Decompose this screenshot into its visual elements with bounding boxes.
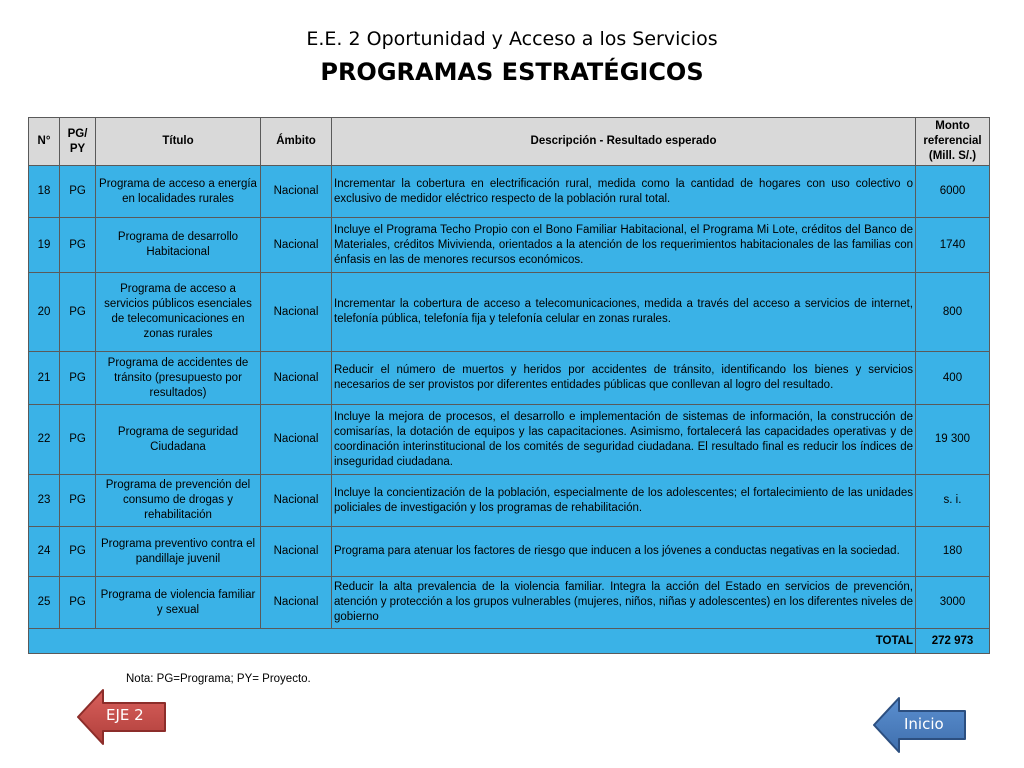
row-type: PG <box>60 527 96 577</box>
row-number: 25 <box>29 577 60 629</box>
row-number: 24 <box>29 527 60 577</box>
row-scope: Nacional <box>261 527 332 577</box>
row-scope: Nacional <box>261 475 332 527</box>
row-amount: s. i. <box>916 475 990 527</box>
row-type: PG <box>60 577 96 629</box>
row-title: Programa de seguridad Ciudadana <box>96 405 261 475</box>
table-note: Nota: PG=Programa; PY= Proyecto. <box>126 673 311 685</box>
row-amount: 800 <box>916 273 990 352</box>
row-scope: Nacional <box>261 218 332 273</box>
row-scope: Nacional <box>261 577 332 629</box>
row-number: 22 <box>29 405 60 475</box>
row-type: PG <box>60 273 96 352</box>
column-header-number: N° <box>29 118 60 166</box>
row-number: 21 <box>29 352 60 405</box>
row-description: Reducir el número de muertos y heridos por accidentes de tránsito, identificando los bienes y servicios necesarios de ser provistos por diferentes entidades públicas que conllevan al logro del resultado. <box>332 352 916 405</box>
row-scope: Nacional <box>261 273 332 352</box>
row-title: Programa preventivo contra el pandillaje juvenil <box>96 527 261 577</box>
row-title: Programa de acceso a energía en localidades rurales <box>96 166 261 218</box>
row-title: Programa de prevención del consumo de drogas y rehabilitación <box>96 475 261 527</box>
table-row <box>29 273 990 352</box>
table-row <box>29 475 990 527</box>
row-type: PG <box>60 405 96 475</box>
row-scope: Nacional <box>261 352 332 405</box>
programs-table <box>28 117 990 654</box>
table-row <box>29 577 990 629</box>
table-row <box>29 352 990 405</box>
row-title: Programa de accidentes de tránsito (presupuesto por resultados) <box>96 352 261 405</box>
slide-title: PROGRAMAS ESTRATÉGICOS <box>320 58 704 86</box>
row-description: Incrementar la cobertura en electrificación rural, medida como la cantidad de hogares con uso colectivo o exclusivo de medidor eléctrico respecto de la población rural total. <box>332 166 916 218</box>
back-to-eje-2-button[interactable] <box>76 688 168 746</box>
column-header-description: Descripción - Resultado esperado <box>332 118 916 166</box>
row-amount: 1740 <box>916 218 990 273</box>
row-number: 23 <box>29 475 60 527</box>
column-header-title: Título <box>96 118 261 166</box>
row-description: Incrementar la cobertura de acceso a telecomunicaciones, medida a través del acceso a servicios de internet, telefonía pública, telefonía fija y telefonía celular en zonas rurales. <box>332 273 916 352</box>
row-type: PG <box>60 166 96 218</box>
table-row <box>29 527 990 577</box>
row-scope: Nacional <box>261 405 332 475</box>
home-button-label: Inicio <box>904 715 944 733</box>
row-number: 19 <box>29 218 60 273</box>
home-button[interactable] <box>872 696 968 754</box>
row-title: Programa de desarrollo Habitacional <box>96 218 261 273</box>
row-description: Incluye la mejora de procesos, el desarrollo e implementación de sistemas de información, la construcción de comisarías, la dotación de equipos y las capacitaciones. Asimismo, fortalecerá las capacidades operativas y de coordinación interinstitucional de los comités de seguridad ciudadana. El resultado final es reducir los índices de inseguridad ciudadana. <box>332 405 916 475</box>
back-button-label: EJE 2 <box>106 706 144 724</box>
column-header-scope: Ámbito <box>261 118 332 166</box>
row-description: Programa para atenuar los factores de riesgo que inducen a los jóvenes a conductas negativas en la sociedad. <box>332 527 916 577</box>
row-amount: 400 <box>916 352 990 405</box>
total-label: TOTAL <box>29 629 916 654</box>
slide-subtitle: E.E. 2 Oportunidad y Acceso a los Servicios <box>306 28 718 50</box>
row-description: Incluye el Programa Techo Propio con el Bono Familiar Habitacional, el Programa Mi Lote, créditos del Banco de Materiales, créditos Mivivienda, orientados a la atención de los requerimientos habitacionales de las familias con énfasis en las de menores recursos económicos. <box>332 218 916 273</box>
column-header-type: PG/ PY <box>60 118 96 166</box>
row-number: 20 <box>29 273 60 352</box>
row-amount: 6000 <box>916 166 990 218</box>
total-row <box>29 629 990 654</box>
row-title: Programa de acceso a servicios públicos esenciales de telecomunicaciones en zonas rurales <box>96 273 261 352</box>
row-amount: 3000 <box>916 577 990 629</box>
row-description: Reducir la alta prevalencia de la violencia familiar. Integra la acción del Estado en servicios de prevención, atención y protección a los grupos vulnerables (mujeres, niños, niñas y adolescentes) en los diferentes niveles de gobierno <box>332 577 916 629</box>
row-scope: Nacional <box>261 166 332 218</box>
total-value: 272 973 <box>916 629 990 654</box>
row-amount: 180 <box>916 527 990 577</box>
row-description: Incluye la concientización de la población, especialmente de los adolescentes; el fortalecimiento de las unidades policiales de investigación y los programas de rehabilitación. <box>332 475 916 527</box>
row-title: Programa de violencia familiar y sexual <box>96 577 261 629</box>
row-number: 18 <box>29 166 60 218</box>
row-type: PG <box>60 475 96 527</box>
row-type: PG <box>60 352 96 405</box>
column-header-amount: Monto referencial (Mill. S/.) <box>916 118 990 166</box>
table-row <box>29 166 990 218</box>
row-amount: 19 300 <box>916 405 990 475</box>
table-header-row <box>29 118 990 166</box>
table-row <box>29 218 990 273</box>
table-row <box>29 405 990 475</box>
row-type: PG <box>60 218 96 273</box>
